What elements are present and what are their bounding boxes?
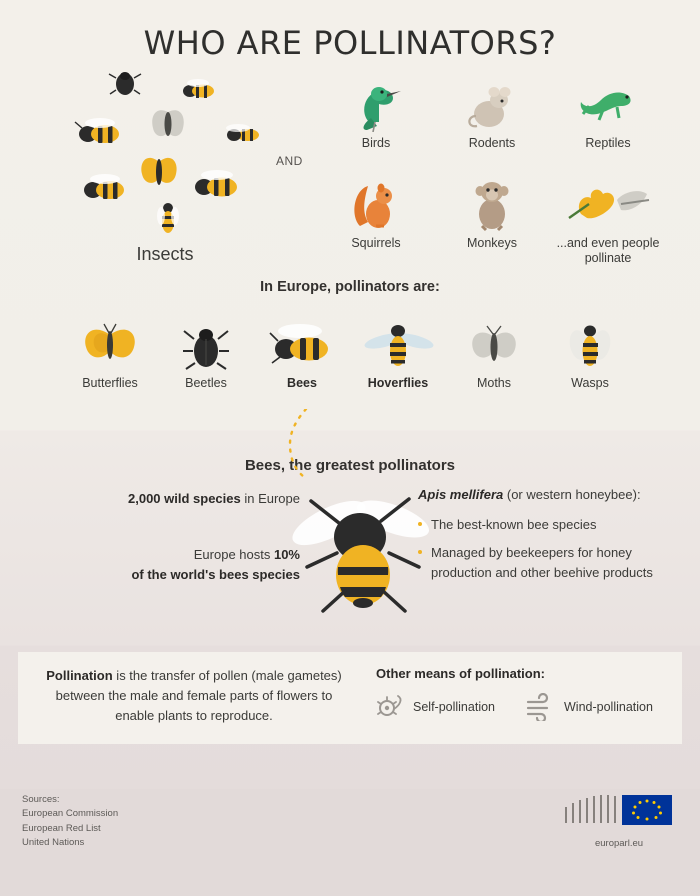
animal-rodents <box>434 70 550 152</box>
definition-box <box>18 652 682 744</box>
bee-icon <box>188 164 244 204</box>
animal-grid <box>318 70 668 267</box>
bird-icon <box>318 70 434 132</box>
animal-label: Squirrels <box>351 235 401 250</box>
moth-icon <box>148 102 188 144</box>
bees-heading: Bees, the greatest pollinators <box>244 457 456 474</box>
source-item: European Commission <box>22 808 119 820</box>
section-who-are-pollinators <box>0 62 700 277</box>
monkey-icon <box>434 170 550 232</box>
pollination-definition-text: is the transfer of pollen (male gametes) between the male and female parts of flowers to enable plants to reproduce. <box>55 668 342 724</box>
bee-bullet: Managed by beekeepers for honey production and other beehive products <box>418 543 678 582</box>
large-bee-illustration <box>285 475 435 625</box>
mean-label: Self-pollination <box>413 700 495 714</box>
other-means-title: Other means of pollination: <box>376 666 546 681</box>
beetle-icon <box>108 72 142 96</box>
parliament-logo-icon <box>560 787 678 829</box>
butterfly-icon <box>138 150 180 194</box>
page-title: WHO ARE POLLINATORS? <box>143 24 557 62</box>
animal-row-bottom <box>318 170 668 267</box>
self-pollination-icon <box>376 693 406 721</box>
animal-row-top <box>318 70 668 152</box>
animal-squirrels <box>318 170 434 267</box>
source-item: United Nations <box>22 836 85 848</box>
animal-label: Rodents <box>468 136 516 150</box>
wasp-icon <box>156 200 180 234</box>
species-name: Apis mellifera <box>418 487 504 502</box>
europe-item-moths <box>446 309 542 390</box>
wild-species-value: 2,000 wild species <box>128 491 241 506</box>
europe-item-beetles <box>158 309 254 390</box>
europe-item-hoverflies <box>350 309 446 390</box>
europe-pollinator-row <box>0 309 700 390</box>
pollination-definition <box>18 652 370 744</box>
bee-icon <box>74 114 126 150</box>
europe-hosts-pre: Europe hosts <box>193 547 274 563</box>
and-label: AND <box>276 154 303 168</box>
europe-item-label: Bees <box>287 376 317 390</box>
wasp-icon <box>218 120 262 148</box>
footer <box>0 775 700 880</box>
sources-heading: Sources: <box>22 794 60 805</box>
mean-self-pollination <box>376 693 495 721</box>
hoverfly-icon <box>350 309 446 371</box>
wild-species-rest: in Europe <box>240 491 300 506</box>
animal-label: Monkeys <box>466 235 518 250</box>
bee-icon <box>78 168 132 206</box>
pollination-term: Pollination <box>46 668 113 683</box>
reptile-icon <box>550 70 666 132</box>
animal-label: Reptiles <box>585 136 631 150</box>
other-means-block <box>370 652 682 744</box>
mean-wind-pollination <box>525 693 653 721</box>
europe-hosts-post: of the world's bees species <box>131 567 300 583</box>
europe-item-label: Moths <box>476 376 512 390</box>
moth-icon <box>446 309 542 371</box>
europe-item-butterflies <box>62 309 158 390</box>
europe-item-label: Wasps <box>571 376 609 390</box>
animal-birds <box>318 70 434 152</box>
wasp-icon <box>542 309 638 371</box>
europe-item-bees <box>254 309 350 390</box>
species-rest: (or western honeybee): <box>503 487 641 502</box>
europe-item-label: Hoverflies <box>367 376 429 390</box>
animal-label: Birds <box>361 136 391 150</box>
beetle-icon <box>158 309 254 371</box>
europe-item-wasps <box>542 309 638 390</box>
sources-block <box>22 793 118 850</box>
european-parliament-logo <box>560 787 678 849</box>
rodent-icon <box>434 70 550 132</box>
animal-monkeys <box>434 170 550 267</box>
europe-item-label: Butterflies <box>82 376 138 390</box>
bee-stats <box>40 489 300 585</box>
section-europe-pollinators <box>0 277 700 427</box>
animal-reptiles <box>550 70 666 152</box>
hand-pollinating-icon <box>550 170 666 232</box>
squirrel-icon <box>318 170 434 232</box>
mean-label: Wind-pollination <box>564 700 653 714</box>
source-item: European Red List <box>22 822 101 834</box>
bee-bullet: The best-known bee species <box>418 515 678 535</box>
site-url: europarl.eu <box>594 838 644 849</box>
animal-label: ...and even people pollinate <box>556 235 660 266</box>
butterfly-icon <box>62 309 158 371</box>
dotted-connector <box>276 409 316 479</box>
insects-label: Insects <box>136 244 194 264</box>
wind-pollination-icon <box>525 693 557 721</box>
europe-hosts-value: 10% <box>273 547 300 563</box>
bee-icon <box>254 309 350 371</box>
section-bees-greatest <box>0 427 700 642</box>
section-definition <box>0 642 700 775</box>
apis-mellifera-block <box>418 485 678 591</box>
europe-heading: In Europe, pollinators are: <box>260 279 440 295</box>
animal-people <box>550 170 666 267</box>
europe-item-label: Beetles <box>185 376 227 390</box>
insects-cluster <box>60 72 270 242</box>
